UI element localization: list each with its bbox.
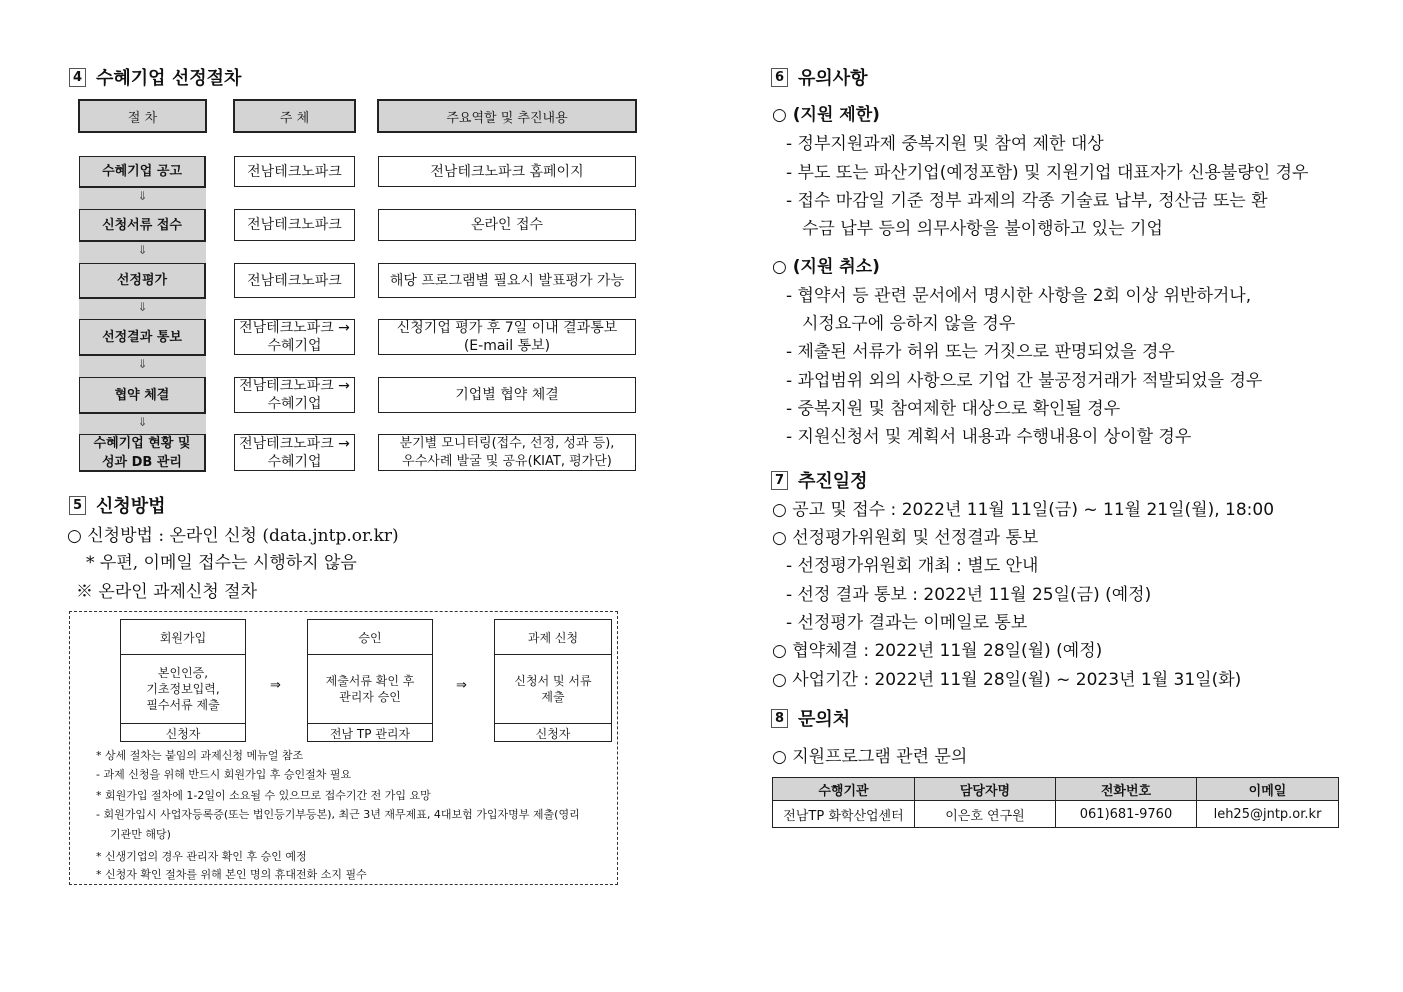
section7-heading <box>771 467 868 493</box>
down-arrow-icon: ⇓ <box>137 415 148 429</box>
table-header-cell: 이메일 <box>1197 778 1339 801</box>
flow-step: 신청서류 접수 <box>79 209 206 242</box>
content-line: 우수사례 발굴 및 공유(KIAT, 평가단) <box>402 453 612 469</box>
flow-content: 온라인 접수 <box>378 209 636 241</box>
flow-content: 기업별 협약 체결 <box>378 377 636 413</box>
flow-header-content: 주요역할 및 추진내용 <box>377 99 637 133</box>
cancel-title: ○ (지원 취소) <box>772 257 880 277</box>
actor-line: 전남테크노파크 → <box>239 378 350 394</box>
table-header-cell: 전화번호 <box>1056 778 1197 801</box>
procedure-note: * 회원가입 절차에 1-2일이 소요될 수 있으므로 접수기간 전 가입 요망 <box>96 789 431 802</box>
procedure-step <box>120 619 246 742</box>
cancel-item: - 협약서 등 관련 문서에서 명시한 사항을 2회 이상 위반하거나, <box>786 286 1252 306</box>
actor-line: 수혜기업 <box>267 396 322 412</box>
limit-item: - 접수 마감일 기준 정부 과제의 각종 기술료 납부, 정산금 또는 환 <box>786 191 1268 211</box>
procedure-step-title: 승인 <box>308 620 432 655</box>
schedule-item: ○ 선정평가위원회 및 선정결과 통보 <box>772 528 1039 548</box>
schedule-item: ○ 공고 및 접수 : 2022년 11월 11일(금) ~ 11월 21일(월), 18:00 <box>772 500 1275 520</box>
procedure-note: * 신청자 확인 절차를 위해 본인 명의 휴대전화 소지 필수 <box>96 868 367 881</box>
table-row <box>773 801 1339 828</box>
section-title: 신청방법 <box>96 496 166 517</box>
right-arrow-icon: ⇒ <box>270 678 281 693</box>
contact-table <box>772 777 1339 828</box>
desc-line: 신청서 및 서류 <box>514 674 592 688</box>
desc-line: 제출 <box>541 690 565 704</box>
actor-line: 수혜기업 <box>267 453 322 470</box>
cancel-item: - 제출된 서류가 허위 또는 거짓으로 판명되었을 경우 <box>786 342 1175 362</box>
table-cell: 전남TP 화학산업센터 <box>773 801 915 828</box>
apply-note: * 우편, 이메일 접수는 시행하지 않음 <box>86 553 357 573</box>
desc-line: 제출서류 확인 후 <box>325 674 415 688</box>
limit-item: 수금 납부 등의 의무사항을 불이행하고 있는 기업 <box>802 219 1163 239</box>
cancel-item: 시정요구에 응하지 않을 경우 <box>802 314 1016 334</box>
down-arrow-icon: ⇓ <box>137 300 148 314</box>
schedule-item: - 선정평가위원회 개최 : 별도 안내 <box>786 556 1039 576</box>
flow-content <box>378 434 636 471</box>
flow-content: 전남테크노파크 홈페이지 <box>378 156 636 187</box>
limit-item: - 부도 또는 파산기업(예정포함) 및 지원기업 대표자가 신용불량인 경우 <box>786 163 1309 183</box>
procedure-note: * 상세 절차는 붙임의 과제신청 메뉴얼 참조 <box>96 749 304 762</box>
section4-heading <box>69 64 241 90</box>
section-title: 추진일정 <box>798 471 868 492</box>
section-number: 5 <box>69 496 86 515</box>
procedure-note: - 과제 신청을 위해 반드시 회원가입 후 승인절차 필요 <box>96 768 352 781</box>
flow-step <box>79 434 206 472</box>
table-cell: 061)681-9760 <box>1056 801 1197 828</box>
flow-actor: 전남테크노파크 <box>234 209 355 241</box>
schedule-item: ○ 사업기간 : 2022년 11월 28일(월) ~ 2023년 1월 31일(화) <box>772 670 1242 690</box>
procedure-step <box>307 619 433 742</box>
table-header-cell: 담당자명 <box>915 778 1056 801</box>
right-arrow-icon: ⇒ <box>456 678 467 693</box>
cancel-item: - 지원신청서 및 계획서 내용과 수행내용이 상이할 경우 <box>786 427 1192 447</box>
schedule-item: - 선정 결과 통보 : 2022년 11월 25일(금) (예정) <box>786 585 1152 605</box>
flow-step: 협약 체결 <box>79 377 206 414</box>
flow-step: 수혜기업 공고 <box>79 156 206 188</box>
section-number: 8 <box>771 709 788 728</box>
schedule-item: - 선정평가 결과는 이메일로 통보 <box>786 613 1028 633</box>
down-arrow-icon: ⇓ <box>137 357 148 371</box>
cancel-item: - 과업범위 외의 사항으로 기업 간 불공정거래가 적발되었을 경우 <box>786 371 1263 391</box>
procedure-note: - 회원가입시 사업자등록증(또는 법인등기부등본), 최근 3년 재무제표, 4대보험 가입자명부 제출(영리 <box>96 808 580 821</box>
procedure-note: 기관만 해당) <box>110 828 171 841</box>
procedure-step-actor: 전남 TP 관리자 <box>308 723 432 743</box>
flow-step: 선정결과 통보 <box>79 319 206 356</box>
step-line: 수혜기업 현황 및 <box>93 435 191 451</box>
schedule-item: ○ 협약체결 : 2022년 11월 28일(월) (예정) <box>772 641 1103 661</box>
section5-heading <box>69 492 166 518</box>
procedure-step-desc <box>495 655 611 723</box>
desc-line: 기초정보입력, <box>146 682 220 696</box>
limit-title: ○ (지원 제한) <box>772 105 880 125</box>
flow-content: 해당 프로그램별 필요시 발표평가 가능 <box>378 263 636 298</box>
section-title: 수혜기업 선정절차 <box>96 68 242 89</box>
flow-actor <box>234 319 355 355</box>
desc-line: 필수서류 제출 <box>146 698 220 712</box>
table-cell: 이은호 연구원 <box>915 801 1056 828</box>
procedure-step <box>494 619 612 742</box>
limit-item: - 정부지원과제 중복지원 및 참여 제한 대상 <box>786 134 1104 154</box>
flow-header-step: 절 차 <box>78 99 207 133</box>
actor-line: 수혜기업 <box>267 338 322 354</box>
flow-actor <box>234 377 355 413</box>
content-line: 분기별 모니터링(접수, 선정, 성과 등), <box>399 435 615 451</box>
actor-line: 전남테크노파크 → <box>239 320 350 336</box>
procedure-step-title: 회원가입 <box>121 620 245 655</box>
apply-procedure-label: ※ 온라인 과제신청 절차 <box>76 582 258 602</box>
flow-header-actor: 주 체 <box>233 99 356 133</box>
apply-method: ○ 신청방법 : 온라인 신청 (data.jntp.or.kr) <box>67 526 399 546</box>
section-title: 문의처 <box>798 709 851 730</box>
flow-actor: 전남테크노파크 <box>234 156 355 187</box>
procedure-step-actor: 신청자 <box>121 723 245 743</box>
section-number: 6 <box>771 68 788 87</box>
flow-actor: 전남테크노파크 <box>234 263 355 298</box>
table-header-cell: 수행기관 <box>773 778 915 801</box>
procedure-step-title: 과제 신청 <box>495 620 611 655</box>
procedure-step-desc <box>121 655 245 723</box>
section6-heading <box>771 64 868 90</box>
desc-line: 본인인증, <box>157 666 209 680</box>
down-arrow-icon: ⇓ <box>137 189 148 203</box>
flow-actor <box>234 434 355 471</box>
section8-heading <box>771 705 850 731</box>
down-arrow-icon: ⇓ <box>137 243 148 257</box>
actor-line: 전남테크노파크 → <box>239 435 350 452</box>
cancel-item: - 중복지원 및 참여제한 대상으로 확인될 경우 <box>786 399 1121 419</box>
procedure-note: * 신생기업의 경우 관리자 확인 후 승인 예정 <box>96 850 307 863</box>
inquiry-line: ○ 지원프로그램 관련 문의 <box>772 747 968 767</box>
content-line: (E-mail 통보) <box>463 338 551 354</box>
section-title: 유의사항 <box>798 68 868 89</box>
section-number: 7 <box>771 471 788 490</box>
procedure-step-desc <box>308 655 432 723</box>
step-line: 성과 DB 관리 <box>102 454 182 470</box>
procedure-step-actor: 신청자 <box>495 723 611 743</box>
table-header-row <box>773 778 1339 801</box>
content-line: 신청기업 평가 후 7일 이내 결과통보 <box>396 320 618 336</box>
flow-content <box>378 319 636 355</box>
section-number: 4 <box>69 68 86 87</box>
desc-line: 관리자 승인 <box>339 690 401 704</box>
flow-step: 선정평가 <box>79 263 206 299</box>
table-cell: leh25@jntp.or.kr <box>1197 801 1339 828</box>
